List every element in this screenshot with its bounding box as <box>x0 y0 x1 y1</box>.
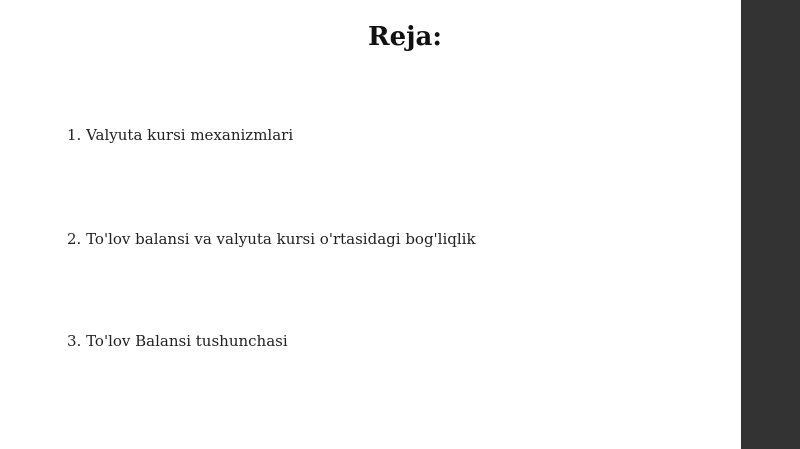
plan-item-3: 3. To'lov Balansi tushunchasi <box>67 332 288 350</box>
plan-item-2: 2. To'lov balansi va valyuta kursi o'rtasidagi bog'liqlik <box>67 230 476 248</box>
slide-title: Reja: <box>367 22 442 52</box>
plan-item-1: 1. Valyuta kursi mexanizmlari <box>67 126 294 144</box>
dark-side-panel <box>741 0 800 449</box>
